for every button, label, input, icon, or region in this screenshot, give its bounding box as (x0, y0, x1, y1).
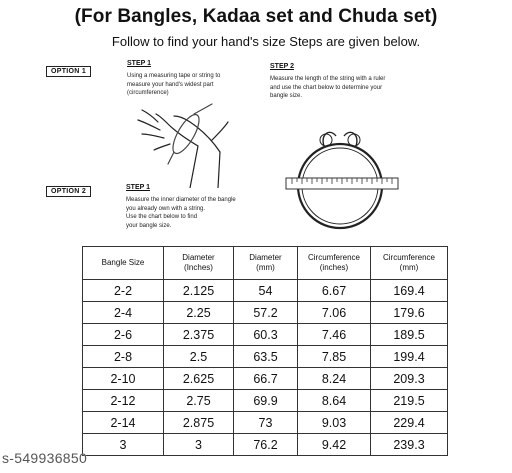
header-diameter-inches (164, 247, 234, 280)
option-2-step-1-text (126, 196, 276, 230)
header-unit: (Inches) (184, 263, 213, 272)
table-row (83, 434, 448, 456)
text-line: your bangle size. (126, 222, 172, 229)
cell-diameter-mm: 60.3 (234, 324, 298, 346)
cell-diameter-in: 3 (164, 434, 234, 456)
cell-circumference-in: 9.42 (298, 434, 371, 456)
table-header-row (83, 247, 448, 280)
cell-circumference-mm: 199.4 (371, 346, 448, 368)
text-line: Use the chart below to find (126, 214, 198, 220)
page-subtitle: Follow to find your hand's size Steps are given below. (111, 34, 421, 49)
header-text: Diameter (249, 253, 282, 262)
cell-circumference-in: 7.85 (298, 346, 371, 368)
cell-diameter-mm: 73 (234, 412, 298, 434)
cell-size: 2-12 (83, 390, 164, 412)
table-row (83, 346, 448, 368)
cell-circumference-mm: 209.3 (371, 368, 448, 390)
hand-measure-illustration (128, 100, 238, 188)
table-row (83, 324, 448, 346)
cell-diameter-mm: 66.7 (234, 368, 298, 390)
cell-size: 2-2 (83, 280, 164, 302)
header-unit: (mm) (256, 263, 275, 272)
header-circumference-inches (298, 247, 371, 280)
cell-diameter-in: 2.25 (164, 302, 234, 324)
cell-size: 2-14 (83, 412, 164, 434)
cell-circumference-in: 9.03 (298, 412, 371, 434)
cell-size: 2-4 (83, 302, 164, 324)
cell-circumference-in: 6.67 (298, 280, 371, 302)
table-row (83, 302, 448, 324)
cell-diameter-in: 2.75 (164, 390, 234, 412)
cell-circumference-mm: 239.3 (371, 434, 448, 456)
table-row (83, 390, 448, 412)
header-text: Circumference (382, 253, 435, 262)
cell-diameter-in: 2.125 (164, 280, 234, 302)
option-2-label: OPTION 2 (46, 186, 91, 197)
cell-size: 2-10 (83, 368, 164, 390)
table-row (83, 280, 448, 302)
header-circumference-mm (371, 247, 448, 280)
cell-diameter-mm: 57.2 (234, 302, 298, 324)
cell-diameter-mm: 76.2 (234, 434, 298, 456)
header-unit: (mm) (399, 263, 419, 272)
cell-circumference-mm: 169.4 (371, 280, 448, 302)
header-unit: (inches) (319, 263, 349, 272)
header-text: Circumference (307, 253, 360, 262)
option-1-step-1-title: STEP 1 (127, 60, 151, 67)
option-2-step-1-title: STEP 1 (126, 184, 150, 191)
cell-diameter-in: 2.875 (164, 412, 234, 434)
text-line: Measure the inner diameter of the bangle (126, 197, 236, 203)
cell-size: 2-6 (83, 324, 164, 346)
cell-circumference-mm: 229.4 (371, 412, 448, 434)
cell-circumference-in: 8.64 (298, 390, 371, 412)
text-line: measure your hand's widest part (127, 81, 214, 88)
cell-diameter-mm: 54 (234, 280, 298, 302)
cell-circumference-in: 8.24 (298, 368, 371, 390)
bangle-size-table (82, 246, 448, 456)
cell-size: 3 (83, 434, 164, 456)
table-row (83, 368, 448, 390)
option-1-step-2-text (270, 75, 440, 101)
cell-circumference-in: 7.46 (298, 324, 371, 346)
cell-circumference-mm: 179.6 (371, 302, 448, 324)
text-line: Using a measuring tape or string to (127, 73, 221, 79)
cell-diameter-in: 2.375 (164, 324, 234, 346)
header-text: Bangle Size (101, 258, 145, 267)
option-1-step-2-title: STEP 2 (270, 63, 294, 70)
page-title: (For Bangles, Kadaa set and Chuda set) (74, 6, 438, 27)
header-diameter-mm (234, 247, 298, 280)
cell-circumference-in: 7.06 (298, 302, 371, 324)
header-bangle-size (83, 247, 164, 280)
text-line: bangle size. (270, 93, 303, 99)
option-1-step-1-text (127, 72, 277, 98)
cell-diameter-mm: 69.9 (234, 390, 298, 412)
cell-circumference-mm: 219.5 (371, 390, 448, 412)
bangle-ruler-illustration (284, 118, 404, 238)
cell-diameter-in: 2.5 (164, 346, 234, 368)
cell-circumference-mm: 189.5 (371, 324, 448, 346)
text-line: (circumference) (127, 90, 169, 96)
cell-diameter-in: 2.625 (164, 368, 234, 390)
table-row (83, 412, 448, 434)
cell-size: 2-8 (83, 346, 164, 368)
header-text: Diameter (182, 253, 215, 262)
text-line: and use the chart below to determine your (270, 84, 383, 91)
text-line: Measure the length of the string with a ruler (270, 76, 386, 82)
stock-watermark: s-549936850 (2, 450, 88, 466)
text-line: you already own with a string. (126, 205, 206, 212)
option-1-label: OPTION 1 (46, 66, 91, 77)
cell-diameter-mm: 63.5 (234, 346, 298, 368)
